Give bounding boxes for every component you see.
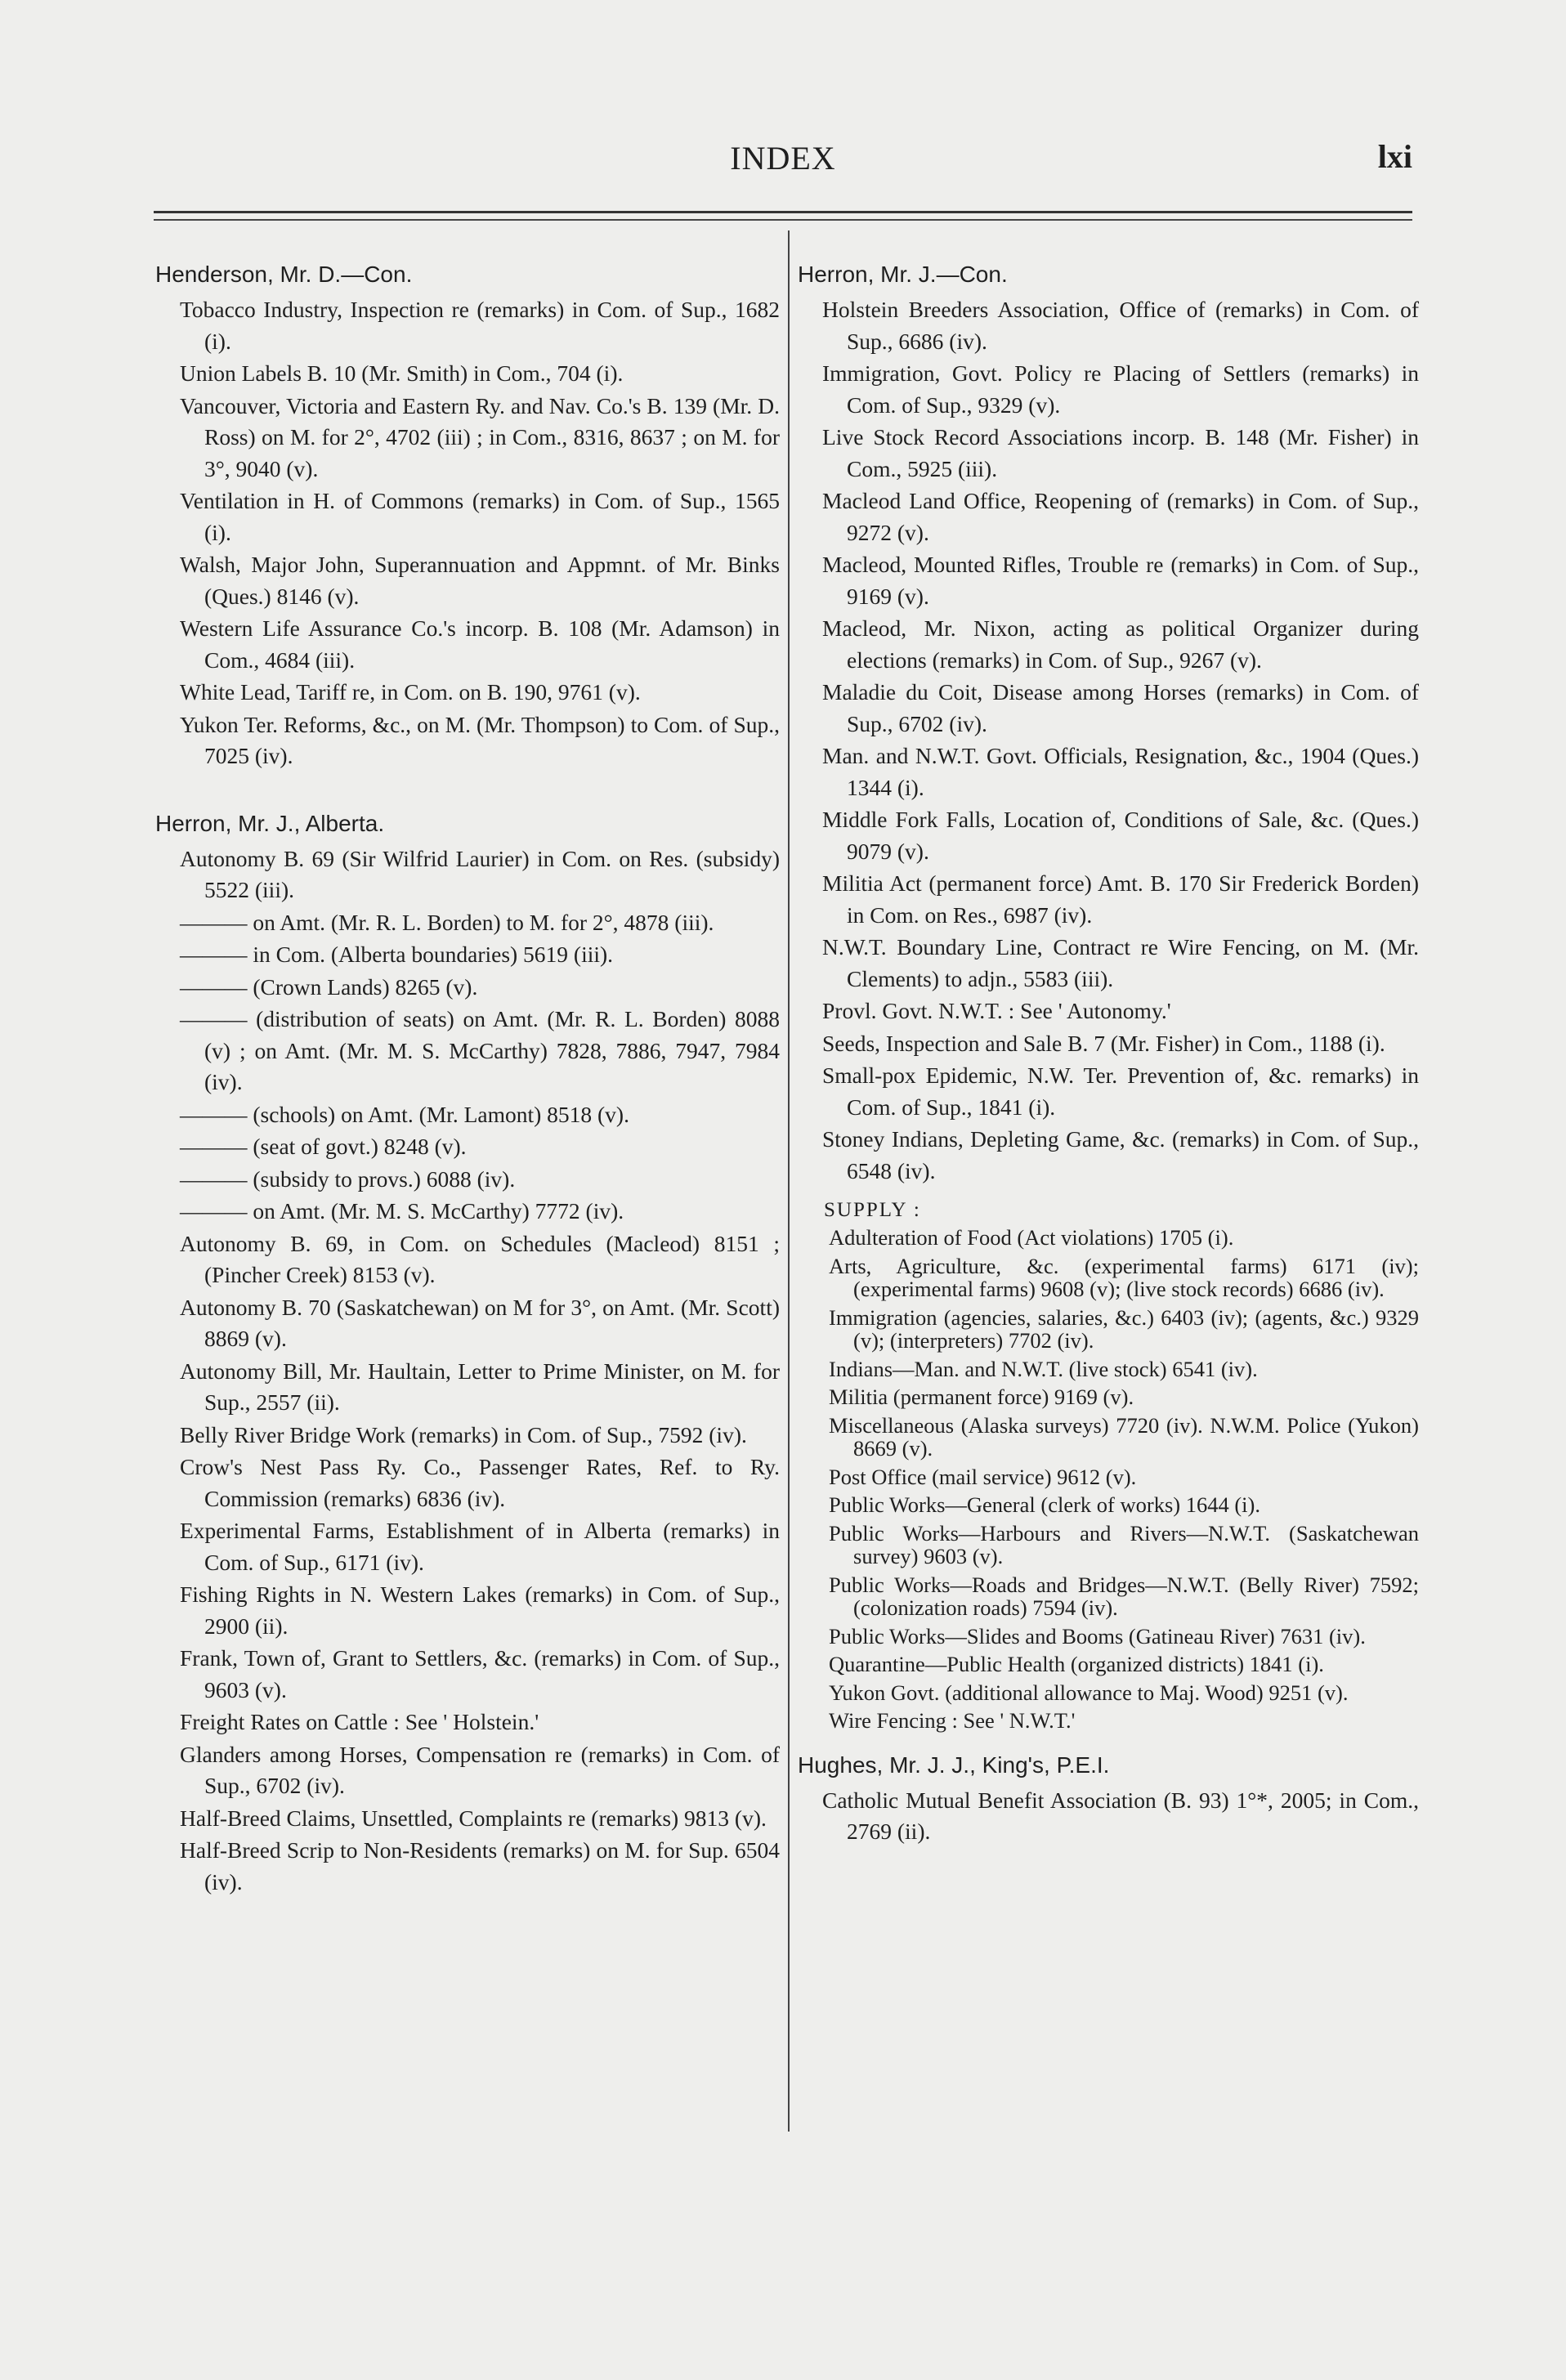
supply-entry: Quarantine—Public Health (organized districts) 1841 (i). <box>829 1652 1324 1676</box>
index-entry: Vancouver, Victoria and Eastern Ry. and Nav. Co.'s B. 139 (Mr. D. Ross) on M. for 2°, 4702 (iii) ; in Com., 8316, 8637 ; on M. for 3°, 9040 (v). <box>180 392 780 481</box>
index-entry: Fishing Rights in N. Western Lakes (remarks) in Com. of Sup., 2900 (ii). <box>180 1581 780 1639</box>
index-heading: Herron, Mr. J.—Con. <box>798 262 1008 287</box>
index-entry: Catholic Mutual Benefit Association (B. 93) 1°*, 2005; in Com., 2769 (ii). <box>822 1787 1419 1844</box>
index-entry: Live Stock Record Associations incorp. B. 148 (Mr. Fisher) in Com., 5925 (iii). <box>822 424 1419 481</box>
index-entry: Half-Breed Scrip to Non-Residents (remarks) on M. for Sup. 6504 (iv). <box>180 1837 780 1895</box>
index-entry: Glanders among Horses, Compensation re (remarks) in Com. of Sup., 6702 (iv). <box>180 1741 780 1798</box>
index-entry: Macleod, Mr. Nixon, acting as political Organizer during elections (remarks) in Com. of Sup., 9267 (v). <box>822 615 1419 673</box>
index-entry: ——— (subsidy to provs.) 6088 (iv). <box>180 1165 516 1192</box>
index-entry: Middle Fork Falls, Location of, Conditions of Sale, &c. (Ques.) 9079 (v). <box>822 807 1419 864</box>
index-entry: Freight Rates on Cattle : See ' Holstein.' <box>180 1709 539 1734</box>
index-entry: Militia Act (permanent force) Amt. B. 170 Sir Frederick Borden) in Com. on Res., 6987 (iv). <box>822 870 1419 928</box>
index-entry: Crow's Nest Pass Ry. Co., Passenger Rates, Ref. to Ry. Commission (remarks) 6836 (iv). <box>180 1454 780 1511</box>
index-entry: Macleod, Mounted Rifles, Trouble re (remarks) in Com. of Sup., 9169 (v). <box>822 552 1419 609</box>
index-entry: Provl. Govt. N.W.T. : See ' Autonomy.' <box>822 998 1171 1023</box>
index-entry: Half-Breed Claims, Unsettled, Complaints re (remarks) 9813 (v). <box>180 1805 767 1831</box>
supply-entry: Public Works—General (clerk of works) 1644 (i). <box>829 1492 1260 1517</box>
index-entry: Autonomy B. 70 (Saskatchewan) on M for 3°, on Amt. (Mr. Scott) 8869 (v). <box>180 1294 780 1351</box>
index-heading: Henderson, Mr. D.—Con. <box>155 262 413 287</box>
index-entry: Maladie du Coit, Disease among Horses (remarks) in Com. of Sup., 6702 (iv). <box>822 679 1419 736</box>
index-entry: Autonomy B. 69 (Sir Wilfrid Laurier) in Com. on Res. (subsidy) 5522 (iii). <box>180 845 780 902</box>
index-entry: N.W.T. Boundary Line, Contract re Wire Fencing, on M. (Mr. Clements) to adjn., 5583 (iii). <box>822 934 1419 991</box>
supply-entry: Adulteration of Food (Act violations) 1705 (i). <box>829 1225 1234 1250</box>
supply-entry: Arts, Agriculture, &c. (experimental farms) 6171 (iv); (experimental farms) 9608 (v); (live stock records) 6686 (iv). <box>829 1253 1419 1301</box>
header-rule <box>154 211 1412 213</box>
supply-entry: Militia (permanent force) 9169 (v). <box>829 1385 1134 1409</box>
index-entry: Stoney Indians, Depleting Game, &c. (remarks) in Com. of Sup., 6548 (iv). <box>822 1126 1419 1183</box>
supply-entry: Public Works—Slides and Booms (Gatineau River) 7631 (iv). <box>829 1623 1366 1649</box>
index-entry: Walsh, Major John, Superannuation and Appmnt. of Mr. Binks (Ques.) 8146 (v). <box>180 552 780 609</box>
index-entry: ——— (distribution of seats) on Amt. (Mr. R. L. Borden) 8088 (v) ; on Amt. (Mr. M. S. McCarthy) 7828, 7886, 7947, 7984 (iv). <box>180 1006 780 1094</box>
index-entry: Autonomy B. 69, in Com. on Schedules (Macleod) 8151 ; (Pincher Creek) 8153 (v). <box>180 1230 780 1287</box>
index-entry: Union Labels B. 10 (Mr. Smith) in Com., 704 (i). <box>180 360 624 386</box>
index-entry: Small-pox Epidemic, N.W. Ter. Prevention of, &c. remarks) in Com. of Sup., 1841 (i). <box>822 1062 1419 1120</box>
index-entry: Frank, Town of, Grant to Settlers, &c. (remarks) in Com. of Sup., 9603 (v). <box>180 1645 780 1702</box>
index-entry: ——— (seat of govt.) 8248 (v). <box>180 1134 467 1159</box>
index-entry: Experimental Farms, Establishment of in Alberta (remarks) in Com. of Sup., 6171 (iv). <box>180 1518 780 1575</box>
index-entry: Macleod Land Office, Reopening of (remarks) in Com. of Sup., 9272 (v). <box>822 488 1419 545</box>
right-column <box>798 242 1419 1849</box>
index-entry: ——— (schools) on Amt. (Mr. Lamont) 8518 (v). <box>180 1101 629 1127</box>
index-entry: Ventilation in H. of Commons (remarks) in Com. of Sup., 1565 (i). <box>180 488 780 545</box>
index-entry: Man. and N.W.T. Govt. Officials, Resignation, &c., 1904 (Ques.) 1344 (i). <box>822 743 1419 800</box>
index-entry: Belly River Bridge Work (remarks) in Com. of Sup., 7592 (iv). <box>180 1421 747 1447</box>
index-heading: Hughes, Mr. J. J., King's, P.E.I. <box>798 1751 1110 1778</box>
section-spacer <box>155 773 780 791</box>
page-number: lxi <box>1377 138 1412 175</box>
supply-entry: Yukon Govt. (additional allowance to Maj. Wood) 9251 (v). <box>829 1680 1349 1705</box>
supply-entry: Public Works—Roads and Bridges—N.W.T. (Belly River) 7592; (colonization roads) 7594 (iv). <box>829 1572 1419 1620</box>
index-entry: ——— in Com. (Alberta boundaries) 5619 (iii). <box>180 942 614 967</box>
index-entry: Western Life Assurance Co.'s incorp. B. 108 (Mr. Adamson) in Com., 4684 (iii). <box>180 615 780 673</box>
supply-entry: Immigration (agencies, salaries, &c.) 6403 (iv); (agents, &c.) 9329 (v); (interpreters) 7702 (iv). <box>829 1304 1419 1353</box>
supply-entry: Indians—Man. and N.W.T. (live stock) 6541 (iv). <box>829 1356 1258 1381</box>
column-divider <box>788 230 790 2132</box>
supply-entry: Public Works—Harbours and Rivers—N.W.T. (Saskatchewan survey) 9603 (v). <box>829 1520 1419 1568</box>
index-entry: Yukon Ter. Reforms, &c., on M. (Mr. Thompson) to Com. of Sup., 7025 (iv). <box>180 711 780 768</box>
index-entry: ——— on Amt. (Mr. R. L. Borden) to M. for 2°, 4878 (iii). <box>180 909 714 935</box>
supply-heading: SUPPLY : <box>824 1199 921 1221</box>
supply-entry: Post Office (mail service) 9612 (v). <box>829 1464 1137 1489</box>
header-rule-secondary <box>154 219 1412 221</box>
index-entry: ——— (Crown Lands) 8265 (v). <box>180 973 478 1000</box>
index-entry: Holstein Breeders Association, Office of (remarks) in Com. of Sup., 6686 (iv). <box>822 297 1419 354</box>
index-heading: Herron, Mr. J., Alberta. <box>155 810 385 836</box>
index-entry: Tobacco Industry, Inspection re (remarks) in Com. of Sup., 1682 (i). <box>180 297 780 354</box>
page-title: INDEX <box>730 140 836 177</box>
index-entry: Seeds, Inspection and Sale B. 7 (Mr. Fisher) in Com., 1188 (i). <box>822 1030 1385 1056</box>
index-entry: ——— on Amt. (Mr. M. S. McCarthy) 7772 (iv). <box>180 1198 624 1224</box>
supply-entry: Miscellaneous (Alaska surveys) 7720 (iv). N.W.M. Police (Yukon) 8669 (v). <box>829 1412 1419 1461</box>
left-column <box>155 242 780 1899</box>
index-entry: Immigration, Govt. Policy re Placing of Settlers (remarks) in Com. of Sup., 9329 (v). <box>822 360 1419 418</box>
supply-entry: Wire Fencing : See ' N.W.T.' <box>829 1708 1076 1733</box>
index-entry: Autonomy Bill, Mr. Haultain, Letter to Prime Minister, on M. for Sup., 2557 (ii). <box>180 1358 780 1415</box>
index-entry: White Lead, Tariff re, in Com. on B. 190, 9761 (v). <box>180 679 641 705</box>
